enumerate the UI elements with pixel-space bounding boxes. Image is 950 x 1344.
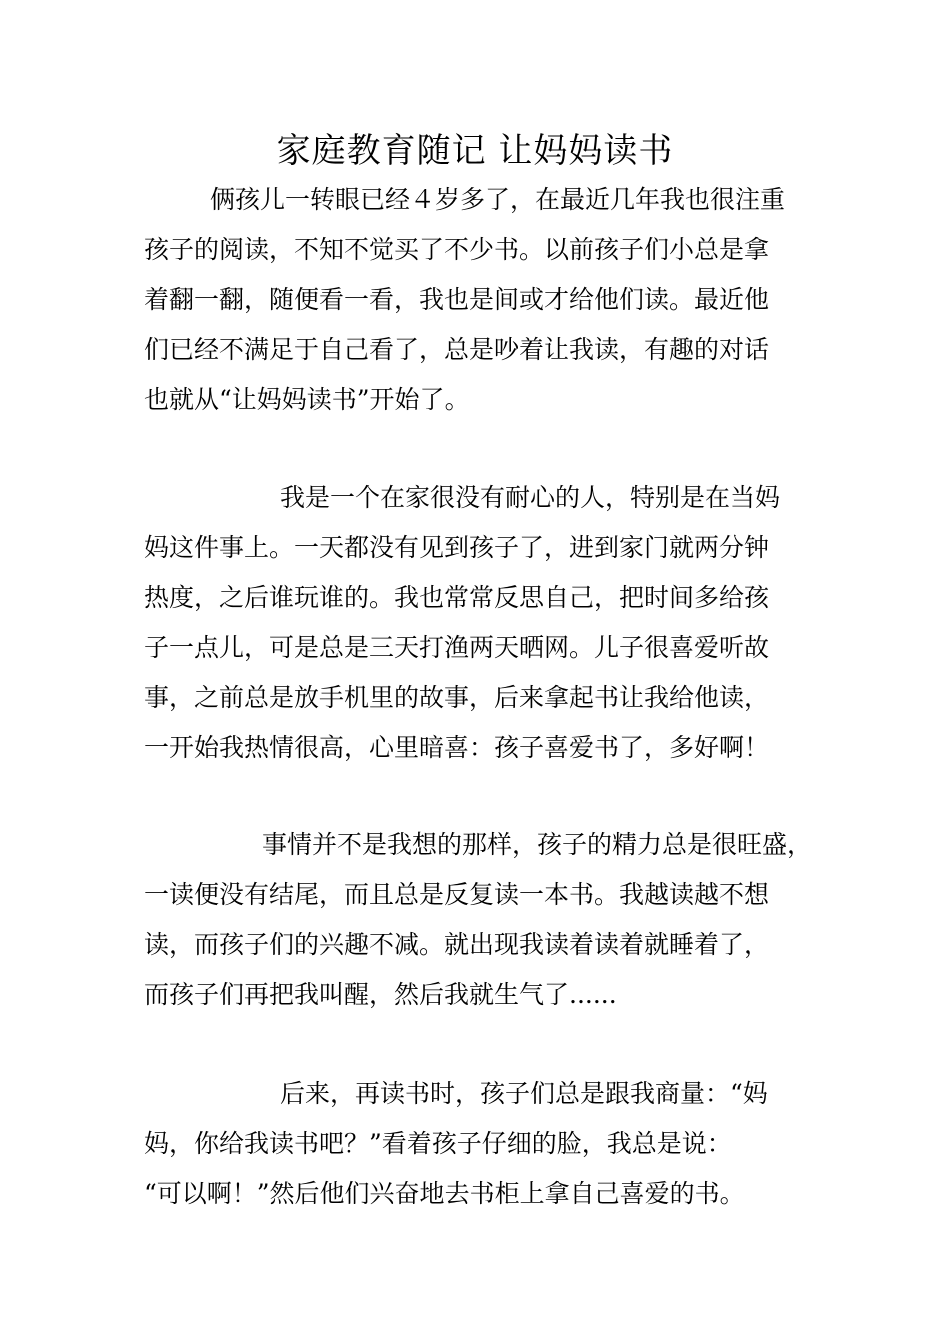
text-line: 我是一个在家很没有耐心的人，特别是在当妈 bbox=[280, 483, 781, 512]
text-line: 子一点儿，可是总是三天打渔两天晒网。儿子很喜爱听故 bbox=[144, 633, 770, 662]
text-line: 们已经不满足于自己看了，总是吵着让我读，有趣的对话 bbox=[144, 335, 770, 364]
text-line: 事，之前总是放手机里的故事，后来拿起书让我给他读， bbox=[144, 683, 770, 712]
text-line: 一读便没有结尾，而且总是反复读一本书。我越读越不想 bbox=[144, 880, 770, 909]
text-line: 一开始我热情很高，心里暗喜：孩子喜爱书了，多好啊！ bbox=[144, 733, 770, 762]
text-line: 读，而孩子们的兴趣不减。就出现我读着读着就睡着了， bbox=[144, 930, 770, 959]
document-title: 家庭教育随记 让妈妈读书 bbox=[276, 131, 674, 171]
text-line: 妈这件事上。一天都没有见到孩子了，进到家门就两分钟 bbox=[144, 533, 770, 562]
text-line: 事情并不是我想的那样，孩子的精力总是很旺盛， bbox=[262, 830, 813, 859]
text-line: 妈，你给我读书吧？”看着孩子仔细的脸，我总是说： bbox=[144, 1129, 732, 1158]
text-line: 也就从“让妈妈读书”开始了。 bbox=[144, 385, 470, 414]
text-line: 俩孩儿一转眼已经４岁多了，在最近几年我也很注重 bbox=[210, 185, 786, 214]
text-line: 着翻一翻，随便看一看，我也是间或才给他们读。最近他 bbox=[144, 285, 770, 314]
text-line: 孩子的阅读，不知不觉买了不少书。以前孩子们小总是拿 bbox=[144, 235, 770, 264]
text-line: 而孩子们再把我叫醒，然后我就生气了...... bbox=[144, 980, 617, 1009]
text-line: 热度，之后谁玩谁的。我也常常反思自己，把时间多给孩 bbox=[144, 583, 770, 612]
text-line: “可以啊！”然后他们兴奋地去书柜上拿自己喜爱的书。 bbox=[144, 1179, 745, 1208]
text-line: 后来，再读书时，孩子们总是跟我商量：“妈 bbox=[280, 1079, 768, 1108]
